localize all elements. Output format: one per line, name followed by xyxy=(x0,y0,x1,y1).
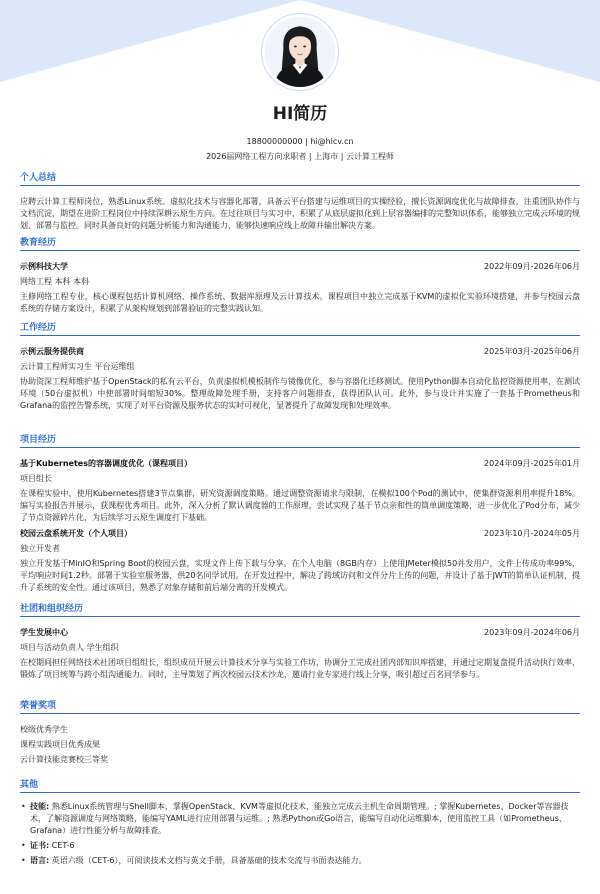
project-name: 校园云盘系统开发（个人项目） xyxy=(20,529,132,538)
work-text: 协助资深工程师维护基于OpenStack的私有云平台，负责虚拟机模板制作与镜像优化，参与容器化迁移测试。使用Python脚本自动化监控资源使用率，在测试环境（50台虚拟机）中使部署时间缩短30%。整理故障处理手册，支持客户问题排查，获得团队认可。此外，参与设计并实施了一套基于Prometheus和Grafana的监控告警系统，实现了对平台资源及服务状态的实时可视化，显著提升了故障发现和处理效率。 xyxy=(20,377,580,410)
project-role: 独立开发者 xyxy=(20,544,60,553)
award-item: 云计算技能竞赛校三等奖 xyxy=(20,755,108,764)
job-intent: 2026届网络工程方向求职者 | 上海市 | 云计算工程师 xyxy=(206,152,394,161)
education-date: 2022年09月-2026年06月 xyxy=(484,262,580,271)
award-item: 课程实践项目优秀成果 xyxy=(20,740,100,749)
education-degree: 网络工程 本科 本科 xyxy=(20,277,90,286)
cert-label: 证书: xyxy=(30,841,50,850)
education-text: 主修网络工程专业，核心课程包括计算机网络、操作系统、数据库原理及云计算技术。课程项目中独立完成基于KVM的虚拟化实验环境搭建，并参与校园云盘系统的存储方案设计，积累了从架构规划到部署验证的完整实践认知。 xyxy=(20,292,580,313)
section-title-education: 教育经历 xyxy=(20,237,580,251)
avatar xyxy=(262,14,338,90)
hero-shape-left xyxy=(0,0,300,82)
section-title-summary: 个人总结 xyxy=(20,172,580,186)
cert-item xyxy=(20,840,580,852)
language-text: 英语六级（CET-6），可阅读技术文档与英文手册，具备基础的技术交流与书面表达能力。 xyxy=(51,856,367,865)
org-name: 学生发展中心 xyxy=(20,628,68,637)
avatar-portrait xyxy=(265,17,335,87)
club-section xyxy=(20,603,580,681)
education-section xyxy=(20,237,580,315)
club-date: 2023年09月-2024年06月 xyxy=(484,628,580,637)
skills-label: 技能: xyxy=(30,802,50,811)
summary-section xyxy=(20,172,580,232)
summary-text: 应聘云计算工程师岗位，熟悉Linux系统、虚拟化技术与容器化部署，具备云平台搭建与运维项目的实操经验，擅长资源调度优化与故障排查，注重团队协作与文档沉淀，期望在进阶工程岗位中持续深耕云原生方向。在过往项目与实习中，积累了从底层虚拟化到上层容器编排的完整知识体系，能够独立完成云环境的规划、部署与监控。同时具备良好的问题分析能力和沟通能力，能够快速响应线上故障并输出解决方案。 xyxy=(20,197,580,230)
resume-title: HI简历 xyxy=(272,104,328,124)
project-date: 2023年10月-2024年05月 xyxy=(484,529,580,538)
cert-text: CET-6 xyxy=(51,841,75,850)
company-name: 示例云服务提供商 xyxy=(20,347,84,356)
project-text: 独立开发基于MinIO和Spring Boot的校园云盘，实现文件上传下载与分享。在个人电脑（8GB内存）上使用JMeter模拟50并发用户，文件上传成功率99%，平均响应时间1.2秒。部署于实验室服务器，供20名同学试用。在开发过程中，解决了跨域访问和文件分片上传的问题，并设计了基于JWT的简单认证机制，提升了系统的安全性。通过该项目，熟悉了对象存储和前后端分离的开发模式。 xyxy=(20,559,580,592)
school-name: 示例科技大学 xyxy=(20,262,68,271)
section-title-projects: 项目经历 xyxy=(20,434,580,448)
club-header-row xyxy=(20,627,580,639)
other-list xyxy=(20,801,580,867)
work-header-row xyxy=(20,346,580,358)
club-role: 项目与活动负责人 学生组织 xyxy=(20,643,119,652)
award-item: 校级优秀学生 xyxy=(20,725,68,734)
skills-text: 熟悉Linux系统管理与Shell脚本，掌握OpenStack、KVM等虚拟化技术，能独立完成云主机生命周期管理。; 掌握Kubernetes、Docker等容器技术，了解资源调度与网络策略，能编写YAML进行应用部署与运维。; 熟悉Python或Go语言，能编写自动化运维脚本，使用监控工具（如Prometheus、Grafana）进行性能分析与故障排查。 xyxy=(30,802,569,835)
education-header-row xyxy=(20,261,580,273)
awards-section xyxy=(20,700,580,766)
project-header-row xyxy=(20,528,580,540)
hero-shape-right xyxy=(300,0,600,82)
work-role: 云计算工程师实习生 平台运维组 xyxy=(20,362,135,371)
other-section xyxy=(20,779,580,867)
language-label: 语言: xyxy=(30,856,50,865)
contact-info: 18800000000 | hi@hicv.cn xyxy=(246,137,354,146)
section-title-club: 社团和组织经历 xyxy=(20,603,580,617)
work-date: 2025年03月-2025年06月 xyxy=(484,347,580,356)
language-item xyxy=(20,855,580,867)
skills-item xyxy=(20,801,580,837)
project-name: 基于Kubernetes的容器调度优化（课程项目） xyxy=(20,459,192,468)
club-text: 在校期间担任网络技术社团项目组组长，组织成员开展云计算技术分享与实验工作坊，协调分工完成社团内部知识库搭建，并通过定期复盘提升活动执行效率，锻炼了项目统筹与跨小组沟通能力。同时，主导策划了两次校园云技术沙龙，邀请行业专家进行线上分享，吸引超过百名同学参与。 xyxy=(20,658,580,679)
section-title-work: 工作经历 xyxy=(20,322,580,336)
project-header-row xyxy=(20,458,580,470)
section-title-other: 其他 xyxy=(20,779,580,793)
project-role: 项目组长 xyxy=(20,474,52,483)
project-date: 2024年09月-2025年01月 xyxy=(484,459,580,468)
project-text: 在课程实验中，使用Kubernetes搭建3节点集群，研究资源调度策略。通过调整资源请求与限制，在模拟100个Pod的测试中，使集群资源利用率提升18%。编写实验报告并展示，获课程优秀项目。此外，深入分析了默认调度器的工作原理，尝试实现了基于节点亲和性的简单调度策略，进一步优化了Pod分布，减少了节点资源碎片化，为后续学习云原生调度打下基础。 xyxy=(20,489,580,522)
work-section xyxy=(20,322,580,412)
projects-section xyxy=(20,434,580,594)
section-title-awards: 荣誉奖项 xyxy=(20,700,580,714)
